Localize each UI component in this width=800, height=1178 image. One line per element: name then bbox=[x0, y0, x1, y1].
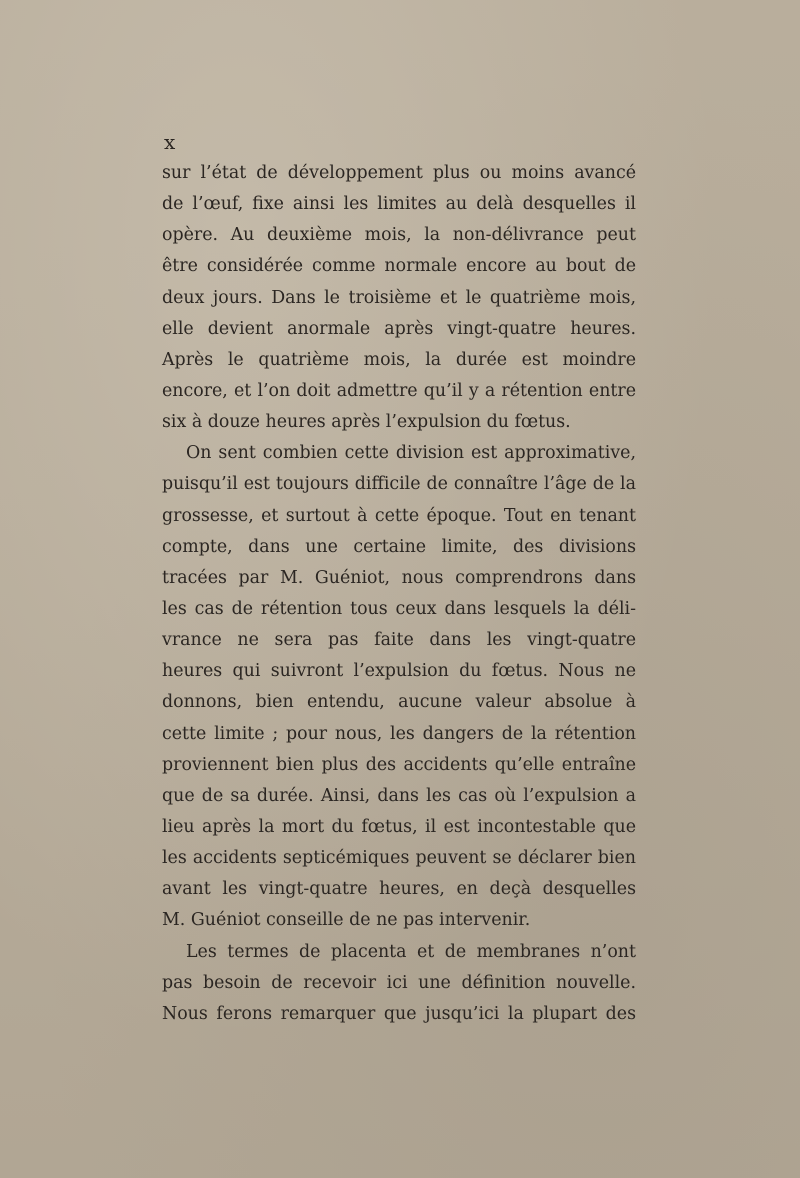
text-line: donnons, bien entendu, aucune valeur absolue à bbox=[162, 692, 636, 713]
text-line: pas besoin de recevoir ici une définition nouvelle. bbox=[162, 972, 636, 993]
text-line: six à douze heures après l’expulsion du fœtus. bbox=[162, 412, 571, 433]
text-line: que de sa durée. Ainsi, dans les cas où l’expulsion a bbox=[162, 785, 636, 806]
text-line: de l’œuf, fixe ainsi les limites au delà desquelles il bbox=[162, 194, 636, 215]
text-line: Nous ferons remarquer que jusqu’ici la plupart des bbox=[162, 1003, 636, 1024]
text-line: avant les vingt-quatre heures, en deçà desquelles bbox=[162, 879, 636, 900]
text-line: M. Guéniot conseille de ne pas intervenir. bbox=[162, 910, 531, 931]
text-line: être considérée comme normale encore au bout de bbox=[162, 256, 636, 277]
text-line: les cas de rétention tous ceux dans lesquels la déli- bbox=[162, 598, 636, 619]
text-line: sur l’état de développement plus ou moins avancé bbox=[162, 163, 636, 183]
text-line: vrance ne sera pas faite dans les vingt-quatre bbox=[162, 630, 636, 651]
text-line: lieu après la mort du fœtus, il est incontestable que bbox=[162, 816, 636, 837]
text-line: compte, dans une certaine limite, des divisions bbox=[162, 536, 636, 557]
text-line: puisqu’il est toujours difficile de connaître l’âge de la bbox=[162, 474, 636, 495]
text-line: les accidents septicémiques peuvent se déclarer bien bbox=[162, 848, 636, 869]
body-text bbox=[162, 158, 636, 1030]
text-line: On sent combien cette division est approximative, bbox=[186, 443, 636, 464]
text-line: elle devient anormale après vingt-quatre heures. bbox=[162, 318, 636, 339]
text-line: opère. Au deuxième mois, la non-délivrance peut bbox=[162, 225, 636, 246]
text-line: tracées par M. Guéniot, nous comprendrons dans bbox=[162, 567, 636, 588]
text-line: encore, et l’on doit admettre qu’il y a rétention entre bbox=[162, 380, 636, 401]
text-line: cette limite ; pour nous, les dangers de la rétention bbox=[162, 723, 636, 744]
text-line: deux jours. Dans le troisième et le quatrième mois, bbox=[162, 287, 636, 308]
page-number: x bbox=[164, 130, 177, 154]
text-line: proviennent bien plus des accidents qu’elle entraîne bbox=[162, 754, 636, 775]
text-line: grossesse, et surtout à cette époque. Tout en tenant bbox=[162, 505, 636, 526]
text-line: Les termes de placenta et de membranes n’ont bbox=[186, 941, 636, 962]
text-line: heures qui suivront l’expulsion du fœtus. Nous ne bbox=[162, 661, 636, 682]
text-line: Après le quatrième mois, la durée est moindre bbox=[162, 349, 636, 370]
